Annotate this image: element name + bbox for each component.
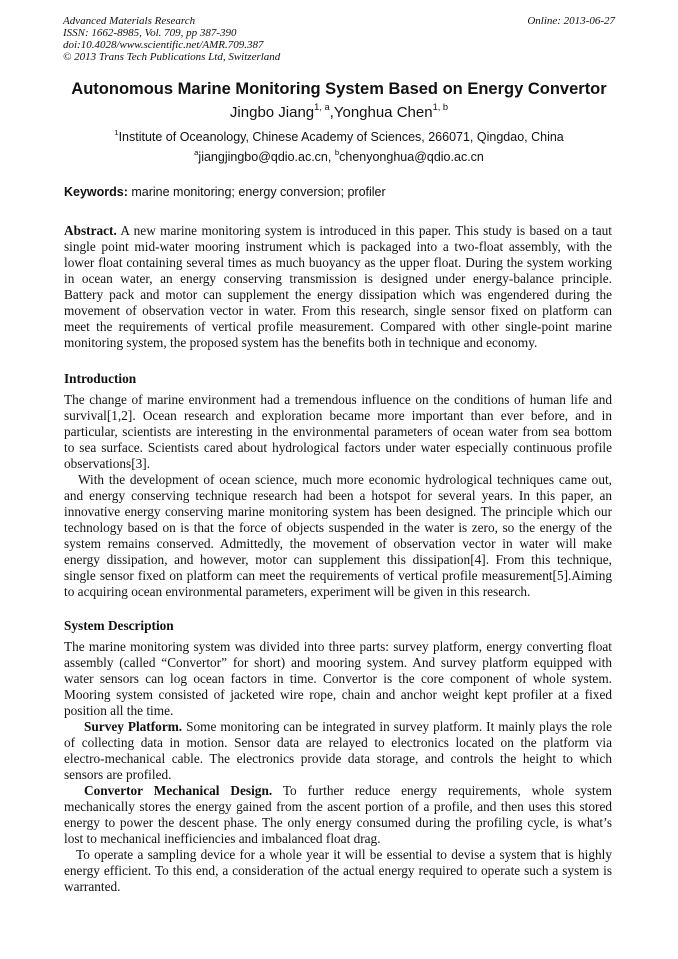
- text-line: [64, 767, 612, 783]
- line-text: observations[3].: [64, 456, 151, 471]
- paragraph-lead: Convertor Mechanical Design.: [84, 783, 273, 798]
- author-name: Yonghua Chen: [333, 104, 433, 121]
- paragraph: [64, 783, 612, 847]
- text-line: [64, 456, 612, 472]
- text-line: [64, 655, 612, 671]
- line-text: in ocean water, an energy conserving transmission is designed under energy-balance principle.: [64, 271, 612, 286]
- journal-info: [63, 15, 280, 63]
- line-text: single point mid-water mooring instrument which is packaged into a two-float assembly, with the: [64, 239, 612, 254]
- paragraph: [64, 719, 612, 783]
- emails: [0, 150, 678, 164]
- text-line: [64, 847, 612, 863]
- line-text: meet the requirements of vertical profile measurement. Compared with other single-point marine: [64, 319, 612, 334]
- line-text: A new marine monitoring system is introduced in this paper. This study is based on a taut: [116, 223, 612, 238]
- author-name: Jingbo Jiang: [229, 104, 315, 121]
- text-line: [64, 488, 612, 504]
- text-line: [64, 392, 612, 408]
- text-line: [64, 815, 612, 831]
- line-text: Some monitoring can be integrated in survey platform. It mainly plays the role: [182, 719, 612, 734]
- line-text: of collecting data in motion. Sensor data are relayed to electronics located on the platform via: [64, 735, 612, 750]
- line-text: assembly (called “Convertor” for short) and mooring system. And survey platform equipped with: [64, 655, 612, 670]
- line-text: and energy conserving technique research had been a hotspot for several years. In this paper, an: [64, 488, 612, 503]
- text-line: [64, 408, 612, 424]
- line-text: survival[1,2]. Ocean research and exploration became more important than ever before, and in: [64, 408, 612, 423]
- email-sup: a: [194, 148, 199, 157]
- line-text: warranted.: [64, 879, 121, 894]
- text-line: [64, 687, 612, 703]
- text-line: [64, 799, 612, 815]
- author-sup: 1, a: [314, 102, 330, 112]
- line-text: water sensors can log ocean factors in time. Convertor is the core component of whole system.: [64, 671, 612, 686]
- text-line: [64, 719, 612, 735]
- line-text: particular, scientists are interesting in the environmental parameters of ocean water from sea bottom: [64, 424, 612, 439]
- line-text: To further reduce energy requirements, whole system: [272, 783, 612, 798]
- text-line: [64, 239, 612, 255]
- line-text: The marine monitoring system was divided into three parts: survey platform, energy converting float: [64, 639, 612, 654]
- text-line: [64, 319, 612, 335]
- line-text: single sensor fixed on platform can meet the requirements of vertical profile measurement[5].Aiming: [64, 568, 612, 583]
- line-text: lost to mechanical inefficiencies and imbalanced float drag.: [64, 831, 381, 846]
- author-sup: 1, b: [432, 102, 449, 112]
- online-date: Online: 2013-06-27: [527, 15, 615, 27]
- paragraph: [64, 847, 612, 895]
- text-line: [64, 783, 612, 799]
- paragraph-lead: Survey Platform.: [84, 719, 183, 734]
- text-line: [64, 424, 612, 440]
- author-separator: ,: [329, 104, 334, 121]
- line-text: to sea surface. Scientists cared about hydrological factors under water especially continuous profile: [64, 440, 612, 455]
- line-text: monitoring system, the proposed system has the benefits both in technique and economy.: [64, 335, 538, 350]
- email: chenyonghua@qdio.ac.cn: [339, 150, 484, 164]
- text-line: [64, 504, 612, 520]
- line-text: The change of marine environment had a tremendous influence on the conditions of human life and: [64, 392, 612, 407]
- text-line: [64, 223, 612, 239]
- affiliation-sup: 1: [114, 128, 119, 137]
- keywords-text: marine monitoring; energy conversion; profiler: [127, 185, 386, 199]
- text-line: [64, 303, 612, 319]
- text-line: [64, 472, 612, 488]
- text-line: [64, 584, 612, 600]
- paper-title: Autonomous Marine Monitoring System Based on Energy Convertor: [71, 80, 607, 98]
- text-line: [64, 552, 612, 568]
- text-line: [64, 287, 612, 303]
- line-text: movement of observation vector in water. From this research, single sensor fixed on platform can: [64, 303, 612, 318]
- text-line: [64, 335, 612, 351]
- affiliation-text: Institute of Oceanology, Chinese Academy of Sciences, 266071, Qingdao, China: [118, 130, 564, 144]
- text-line: [64, 536, 612, 552]
- text-line: [64, 863, 612, 879]
- text-line: [64, 271, 612, 287]
- paragraph: [64, 472, 612, 600]
- system-description-heading: System Description: [64, 618, 174, 633]
- introduction-body: [64, 392, 612, 600]
- paragraph-lead: Abstract.: [64, 223, 117, 238]
- issn: ISSN: 1662-8985, Vol. 709, pp 387-390: [63, 27, 237, 39]
- line-text: mechanically stores the energy gained from the ascent portion of a profile, and then uses this stored: [64, 799, 612, 814]
- affiliation: [0, 130, 678, 144]
- line-text: Mooring system consisted of jacketed wire rope, chain and anchor weight kept profiler at a fixed: [64, 687, 612, 702]
- line-text: energy efficient. To this end, a consideration of the actual energy required to operate such a system is: [64, 863, 612, 878]
- line-text: technology based on is that the force of objects suspended in the water is zero, so the energy of the: [64, 520, 612, 535]
- email: jiangjingbo@qdio.ac.cn,: [198, 150, 335, 164]
- text-line: [64, 255, 612, 271]
- line-text: system remains conserved. Admittedly, the movement of observation vector in water will make: [64, 536, 612, 551]
- text-line: [64, 671, 612, 687]
- text-line: [64, 831, 612, 847]
- text-line: [64, 639, 612, 655]
- paragraph: [64, 639, 612, 719]
- authors: [0, 104, 678, 121]
- line-text: Battery pack and motor can supplement the energy dissipation which was engendered during the: [64, 287, 612, 302]
- journal-name: Advanced Materials Research: [63, 15, 196, 27]
- text-line: [64, 568, 612, 584]
- line-text: sensors are profiled.: [64, 767, 172, 782]
- system-description-body: [64, 639, 612, 895]
- text-line: [64, 703, 612, 719]
- line-text: With the development of ocean science, much more economic hydrological techniques came out,: [78, 472, 612, 487]
- line-text: To operate a sampling device for a whole year it will be essential to devise a system that is highly: [76, 847, 612, 862]
- email-sup: b: [334, 148, 340, 157]
- paragraph: [64, 223, 612, 351]
- doi: doi:10.4028/www.scientific.net/AMR.709.387: [63, 39, 264, 51]
- copyright: © 2013 Trans Tech Publications Ltd, Switzerland: [63, 51, 281, 63]
- line-text: lower float containing several times as much buoyancy as the upper float. During the system working: [64, 255, 612, 270]
- line-text: position all the time.: [64, 703, 174, 718]
- line-text: to acquiring ocean environmental parameters, experiment will be given in this research.: [64, 584, 531, 599]
- line-text: innovative energy conserving marine monitoring system has been designed. The principle which our: [64, 504, 612, 519]
- text-line: [64, 879, 612, 895]
- text-line: [64, 440, 612, 456]
- line-text: energy dissipation, and however, motor can supplement this dissipation[4]. From this technique,: [64, 552, 612, 567]
- paragraph: [64, 392, 612, 472]
- text-line: [64, 751, 612, 767]
- keywords: [64, 185, 386, 199]
- keywords-label: Keywords:: [64, 185, 128, 199]
- abstract: [64, 223, 612, 351]
- line-text: energy to power the descent phase. The only energy consumed during the profiling cycle, is what’s: [64, 815, 612, 830]
- line-text: electro-mechanical cable. The electronics provide data storage, and controls the height to which: [64, 751, 612, 766]
- text-line: [64, 735, 612, 751]
- introduction-heading: Introduction: [64, 371, 137, 386]
- text-line: [64, 520, 612, 536]
